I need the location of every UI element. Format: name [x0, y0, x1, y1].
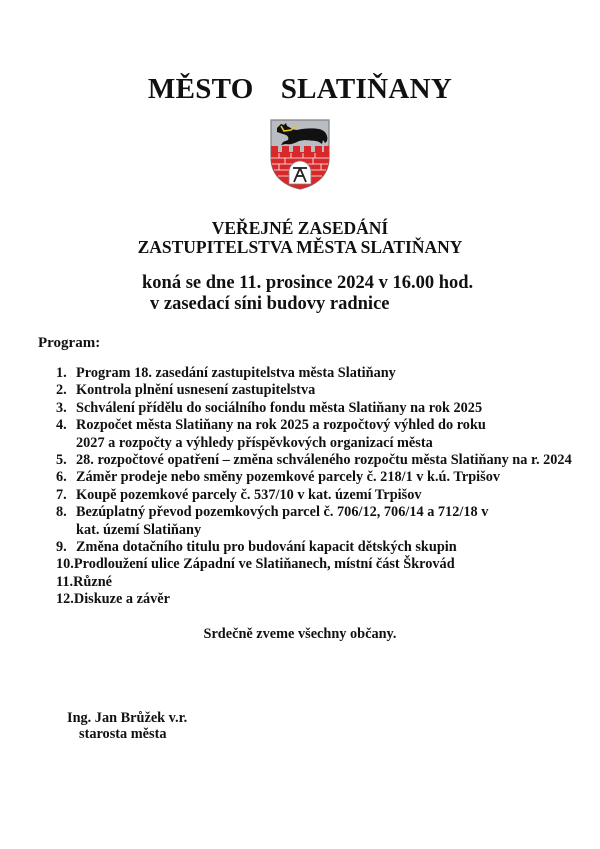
- agenda-item-text: Kontrola plnění usnesení zastupitelstva: [76, 382, 316, 399]
- coat-of-arms-graphic: [269, 118, 331, 190]
- agenda-item-text: Bezúplatný převod pozemkových parcel č. 706/12, 706/14 a 712/18 v kat. území Slatiňany: [76, 504, 489, 538]
- agenda-item: [56, 591, 576, 608]
- agenda-item: [56, 452, 576, 469]
- agenda-item: [56, 574, 576, 591]
- agenda-item-text: Rozpočet města Slatiňany na rok 2025 a rozpočtový výhled do roku 2027 a rozpočty a výhledy příspěvkových organizací města: [76, 417, 486, 451]
- agenda-item-number: 9.: [56, 539, 67, 556]
- agenda-item-text: Schválení přídělu do sociálního fondu města Slatiňany na rok 2025: [76, 399, 483, 416]
- gate-arch: [289, 161, 311, 184]
- signer-name: Ing. Jan Brůžek v.r.: [67, 710, 188, 726]
- agenda-item-text: Program 18. zasedání zastupitelstva města Slatiňany: [76, 365, 396, 381]
- agenda-item-number: 5.: [56, 452, 67, 469]
- agenda-item-text: 28. rozpočtové opatření – změna schváleného rozpočtu města Slatiňany na r. 2024: [76, 452, 572, 469]
- announcement-heading-line2: ZASTUPITELSTVA MĚSTA SLATIŇANY: [137, 237, 463, 257]
- agenda-list: [56, 365, 576, 609]
- agenda-item: [56, 417, 576, 452]
- agenda-item-number: 6.: [56, 469, 67, 486]
- invitation-text: Srdečně zveme všechny občany.: [203, 626, 397, 642]
- agenda-item-number: 1.: [56, 365, 67, 381]
- agenda-item-number: 2.: [56, 382, 67, 399]
- agenda-item: [56, 504, 576, 539]
- agenda-item: [56, 487, 576, 504]
- coat-of-arms-icon: [269, 118, 331, 190]
- agenda-item-number: 11.: [56, 573, 74, 590]
- agenda-item-number: 7.: [56, 486, 67, 503]
- meeting-place-line: v zasedací síni budovy radnice: [150, 294, 390, 314]
- agenda-item-number: 8.: [56, 504, 67, 521]
- meeting-date-line: koná se dne 11. prosince 2024 v 16.00 hod.: [142, 273, 474, 293]
- program-label: Program:: [38, 335, 101, 351]
- announcement-heading-line1: VEŘEJNÉ ZASEDÁNÍ: [211, 218, 389, 238]
- agenda-item: [56, 556, 576, 573]
- agenda-item-text: Záměr prodeje nebo směny pozemkové parcely č. 218/1 v k.ú. Trpišov: [76, 469, 500, 486]
- page-title: MĚSTO SLATIŇANY: [147, 73, 453, 105]
- agenda-item-text: Změna dotačního titulu pro budování kapacit dětských skupin: [76, 539, 457, 556]
- signer-role: starosta města: [79, 726, 167, 742]
- agenda-item: [56, 400, 576, 417]
- agenda-item-text: Koupě pozemkové parcely č. 537/10 v kat. území Trpišov: [76, 486, 422, 503]
- agenda-item-number: 4.: [56, 417, 67, 434]
- agenda-item-text: Různé: [73, 573, 113, 590]
- agenda-item: [56, 539, 576, 556]
- agenda-item: [56, 469, 576, 486]
- agenda-item: [56, 382, 576, 399]
- agenda-item-number: 12.: [56, 591, 74, 608]
- agenda-item-text: Prodloužení ulice Západní ve Slatiňanech, místní část Škrovád: [73, 556, 455, 573]
- agenda-item: [56, 365, 576, 382]
- agenda-item-number: 10.: [56, 556, 74, 573]
- agenda-item-text: Diskuze a závěr: [73, 591, 170, 608]
- agenda-item-number: 3.: [56, 399, 67, 416]
